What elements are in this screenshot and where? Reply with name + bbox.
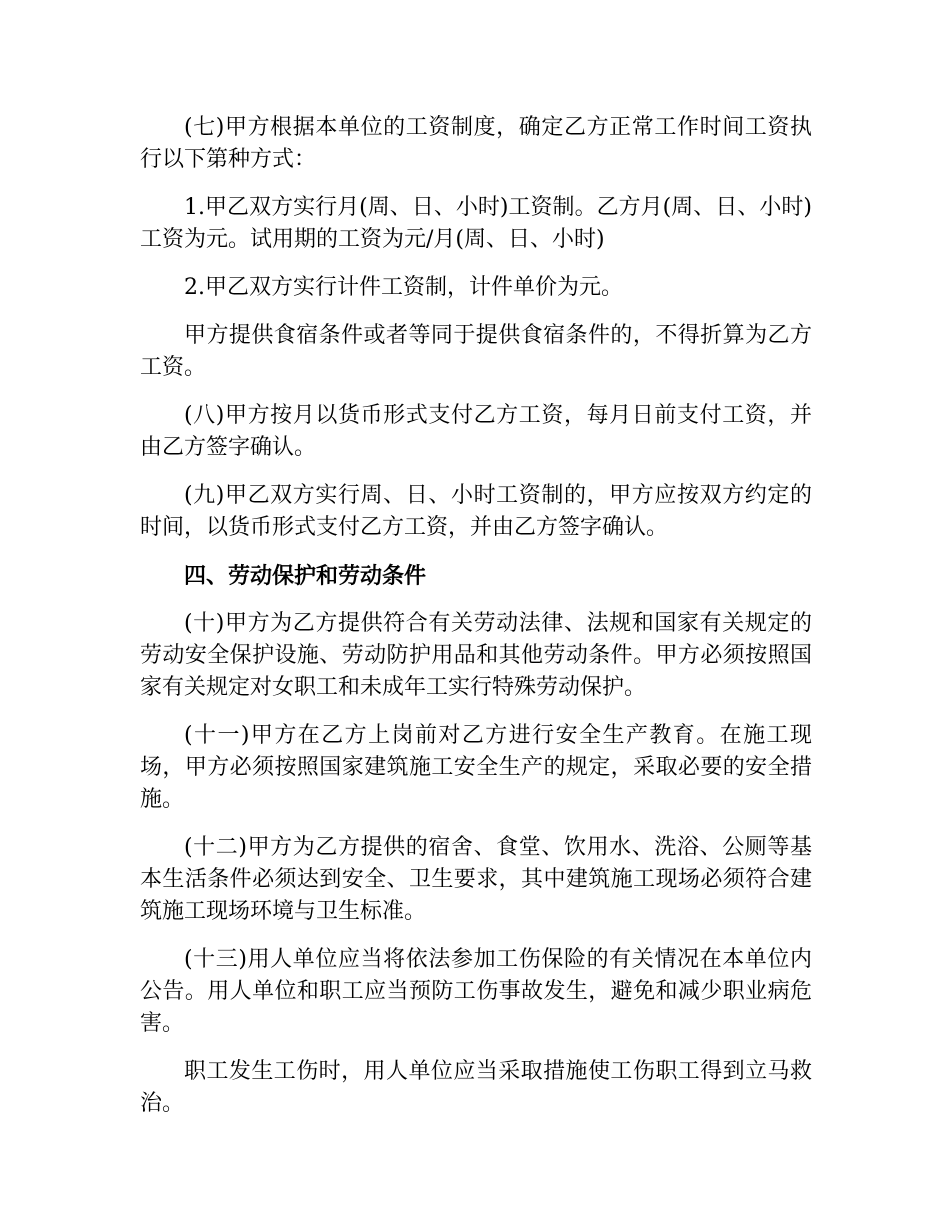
- paragraph-clause-13: (十三)用人单位应当将依法参加工伤保险的有关情况在本单位内公告。用人单位和职工应当预防工伤事故发生，避免和减少职业病危害。: [140, 947, 812, 1036]
- paragraph-clause-10: (十)甲方为乙方提供符合有关劳动法律、法规和国家有关规定的劳动安全保护设施、劳动防护用品和其他劳动条件。甲方必须按照国家有关规定对女职工和未成年工实行特殊劳动保护。: [140, 611, 812, 700]
- paragraph-wage-option-2: 2.甲乙双方实行计件工资制，计件单价为元。: [184, 275, 623, 300]
- paragraph-clause-12: (十二)甲方为乙方提供的宿舍、食堂、饮用水、洗浴、公厕等基本生活条件必须达到安全、卫生要求，其中建筑施工现场必须符合建筑施工现场环境与卫生标准。: [140, 835, 812, 924]
- section-heading-labor-protection: 四、劳动保护和劳动条件: [184, 563, 427, 589]
- paragraph-injury-treatment: 职工发生工伤时，用人单位应当采取措施使工伤职工得到立马救治。: [140, 1059, 812, 1116]
- paragraph-board-lodging: 甲方提供食宿条件或者等同于提供食宿条件的，不得折算为乙方工资。: [140, 323, 812, 380]
- paragraph-wage-option-1: 1.甲乙双方实行月(周、日、小时)工资制。乙方月(周、日、小时)工资为元。试用期的工资为元/月(周、日、小时): [140, 195, 812, 252]
- document-page: [140, 112, 812, 1136]
- paragraph-clause-11: (十一)甲方在乙方上岗前对乙方进行安全生产教育。在施工现场，甲方必须按照国家建筑施工安全生产的规定，采取必要的安全措施。: [140, 723, 812, 812]
- paragraph-clause-9: (九)甲乙双方实行周、日、小时工资制的，甲方应按双方约定的时间，以货币形式支付乙方工资，并由乙方签字确认。: [140, 483, 812, 540]
- paragraph-clause-8: (八)甲方按月以货币形式支付乙方工资，每月日前支付工资，并由乙方签字确认。: [140, 403, 812, 460]
- paragraph-clause-7: (七)甲方根据本单位的工资制度，确定乙方正常工作时间工资执行以下第种方式：: [140, 115, 812, 172]
